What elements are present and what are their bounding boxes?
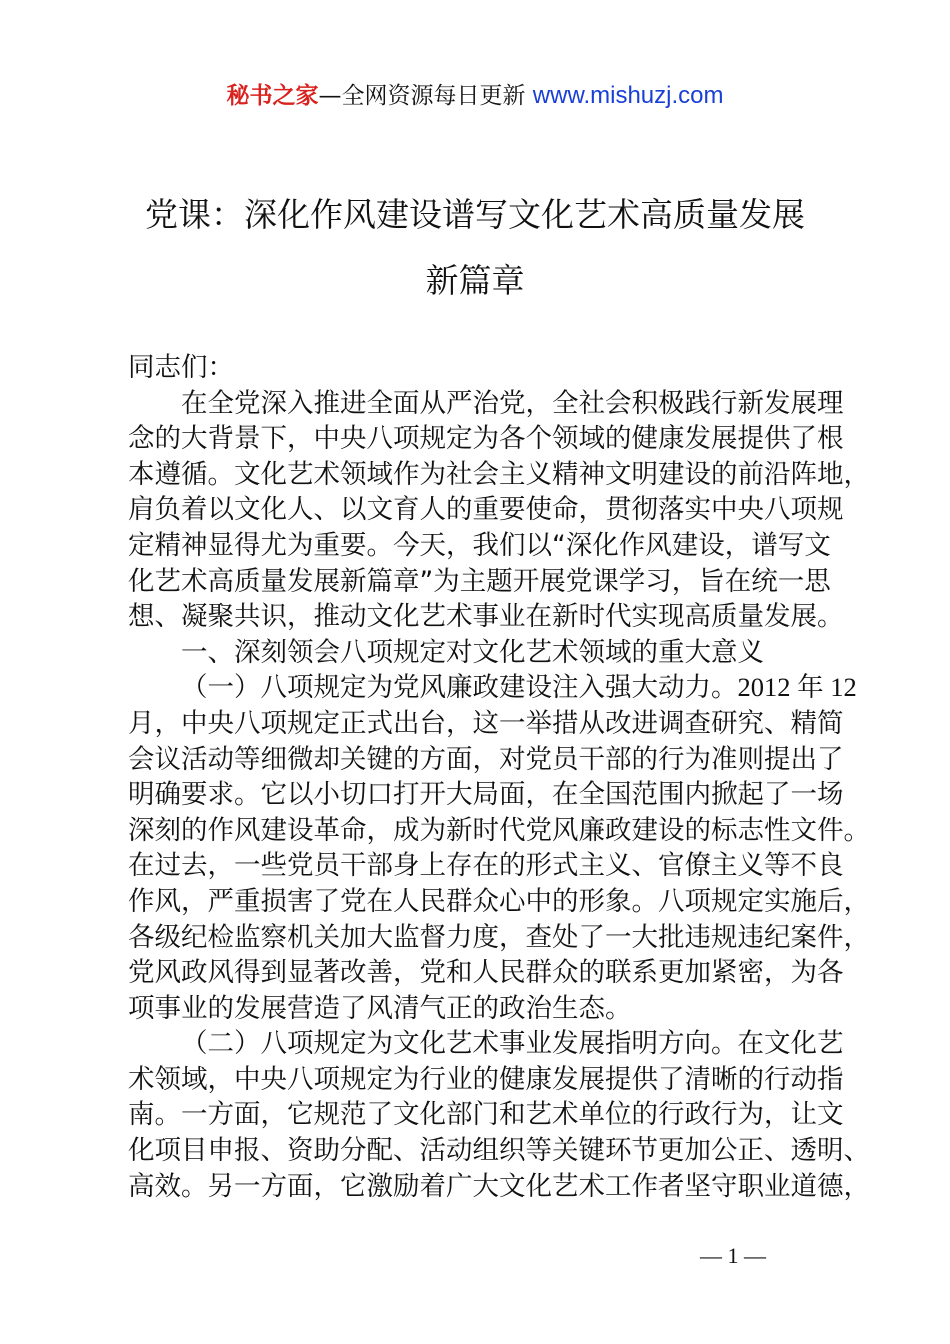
body-line: 项事业的发展营造了风清气正的政治生态。: [128, 992, 632, 1024]
body-line: 在全党深入推进全面从严治党，全社会积极践行新发展理: [181, 387, 844, 419]
body-line: 会议活动等细微却关键的方面，对党员干部的行为准则提出了: [128, 743, 844, 775]
header-tagline: —全网资源每日更新: [318, 83, 533, 109]
body-line: 化艺术高质量发展新篇章”为主题开展党课学习，旨在统一思: [128, 565, 831, 597]
title-line-1: 党课：深化作风建设谱写文化艺术高质量发展: [145, 195, 805, 234]
body-line: 念的大背景下，中央八项规定为各个领域的健康发展提供了根: [128, 423, 844, 455]
date-text: 2012 年 12: [737, 672, 857, 703]
body-line: 在过去，一些党员干部身上存在的形式主义、官僚主义等不良: [128, 850, 844, 882]
brand-name: 秘书之家: [226, 83, 319, 109]
body-line: 南。一方面，它规范了文化部门和艺术单位的行政行为，让文: [128, 1099, 844, 1131]
subsection-heading-line: [128, 670, 857, 706]
body-line: 高效。另一方面，它激励着广大文化艺术工作者坚守职业道德，: [128, 1170, 870, 1202]
body-line: 作风，严重损害了党在人民群众心中的形象。八项规定实施后，: [128, 885, 870, 917]
body-line: 各级纪检监察机关加大监督力度，查处了一大批违规违纪案件，: [128, 921, 870, 953]
body-line: 本遵循。文化艺术领域作为社会主义精神文明建设的前沿阵地，: [128, 458, 870, 490]
body-line: 肩负着以文化人、以文育人的重要使命，贯彻落实中央八项规: [128, 494, 844, 526]
salutation: 同志们：: [128, 352, 234, 383]
body-line: 党风政风得到显著改善，党和人民群众的联系更加紧密，为各: [128, 957, 844, 989]
title-line-2: 新篇章: [425, 261, 525, 300]
body-line: 化项目申报、资助分配、活动组织等关键环节更加公正、透明、: [128, 1135, 870, 1167]
body-line: 术领域，中央八项规定为行业的健康发展提供了清晰的行动指: [128, 1063, 844, 1095]
body-line: 深刻的作风建设革命，成为新时代党风廉政建设的标志性文件。: [128, 814, 870, 846]
document-body: [128, 350, 870, 1204]
page-number: — 1 —: [700, 1243, 766, 1268]
subsection-heading: （二）八项规定为文化艺术事业发展指明方向。在文化艺: [181, 1028, 844, 1060]
subsection-heading: （一）八项规定为党风廉政建设注入强大动力。: [181, 672, 738, 704]
section-heading: 一、深刻领会八项规定对文化艺术领域的重大意义: [181, 636, 764, 668]
body-line: 想、凝聚共识，推动文化艺术事业在新时代实现高质量发展。: [128, 601, 844, 633]
body-line: 明确要求。它以小切口打开大局面，在全国范围内掀起了一场: [128, 779, 844, 811]
site-header: [0, 80, 950, 112]
document-title: [0, 182, 950, 314]
body-line: 定精神显得尤为重要。今天，我们以“深化作风建设，谱写文: [128, 529, 831, 561]
body-line: 月，中央八项规定正式出台，这一举措从改进调查研究、精简: [128, 707, 844, 739]
site-url-link[interactable]: www.mishuzj.com: [532, 82, 724, 109]
